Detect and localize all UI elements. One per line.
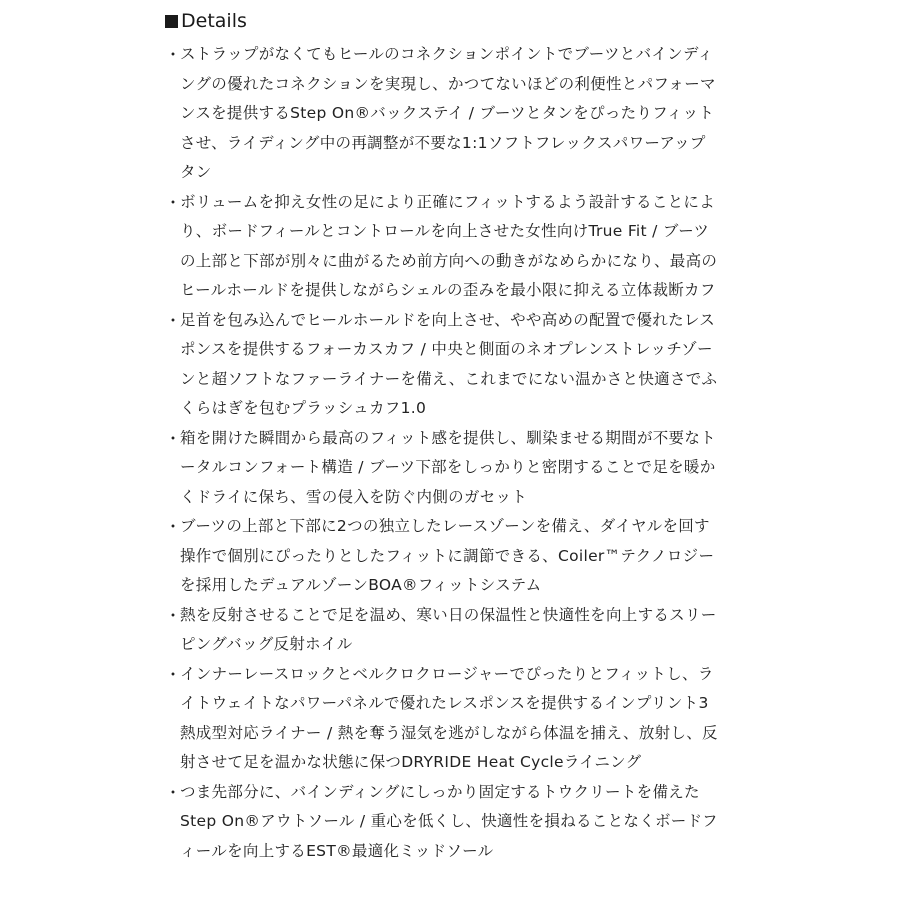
list-item: [165, 660, 755, 778]
list-item: [165, 40, 755, 188]
text-line: 熱を反射させることで足を温め、寒い日の保温性と快適性を向上するスリー: [180, 605, 717, 624]
section-heading: [165, 6, 755, 36]
bullet-marker: ・: [165, 45, 182, 64]
text-line: ィールを向上するEST®最適化ミッドソール: [180, 841, 494, 860]
text-line: ピングバッグ反射ホイル: [180, 635, 353, 653]
list-item-text: [180, 40, 755, 188]
bullet-marker: ・: [165, 428, 182, 448]
text-line: 熱成型対応ライナー / 熱を奪う湿気を逃がしながら体温を捕え、放射し、反: [180, 723, 718, 742]
bullet-marker: ・: [165, 664, 182, 684]
feature-list: [165, 40, 755, 866]
text-line: 射させて足を温かな状態に保つDRYRIDE Heat Cycleライニング: [180, 753, 642, 771]
bullet-marker: ・: [165, 310, 182, 330]
text-line: ングの優れたコネクションを実現し、かつてないほどの利便性とパフォーマ: [180, 74, 716, 93]
text-line: 足首を包み込んでヒールホールドを向上させ、やや高めの配置で優れたレス: [180, 310, 716, 329]
details-section: [165, 6, 755, 866]
list-item: [165, 306, 755, 424]
text-line: ブーツの上部と下部に2つの独立したレースゾーンを備え、ダイヤルを回す: [180, 517, 710, 535]
section-heading-text: Details: [181, 10, 247, 32]
text-line: くドライに保ち、雪の侵入を防ぐ内側のガセット: [180, 487, 528, 506]
list-item-text: [180, 601, 755, 660]
text-line: つま先部分に、バインディングにしっかり固定するトウクリートを備えた: [180, 782, 700, 801]
text-line: ポンスを提供するフォーカスカフ / 中央と側面のネオプレンストレッチゾー: [180, 340, 713, 358]
text-line: り、ボードフィールとコントロールを向上させた女性向けTrue Fit / ブーツ: [180, 222, 710, 240]
text-line: Step On®アウトソール / 重心を低くし、快適性を損ねることなくボードフ: [180, 812, 718, 830]
list-item: [165, 512, 755, 601]
bullet-marker: ・: [165, 517, 182, 536]
text-line: ータルコンフォート構造 / ブーツ下部をしっかりと密閉することで足を暖か: [180, 458, 716, 476]
text-line: ストラップがなくてもヒールのコネクションポイントでブーツとバインディ: [180, 45, 714, 63]
text-line: インナーレースロックとベルクロクロージャーでぴったりとフィットし、ラ: [180, 664, 714, 683]
bullet-marker: ・: [165, 782, 182, 802]
text-line: させ、ライディング中の再調整が不要な1:1ソフトフレックスパワーアップ: [180, 133, 706, 152]
list-item-text: [180, 188, 755, 306]
text-line: ンと超ソフトなファーライナーを備え、これまでにない温かさと快適さでふ: [180, 369, 718, 388]
text-line: ンスを提供するStep On®バックステイ / ブーツとタンをぴったりフィット: [180, 104, 715, 122]
text-line: ヒールホールドを提供しながらシェルの歪みを最小限に抑える立体裁断カフ: [180, 281, 716, 299]
list-item-text: [180, 306, 755, 424]
text-line: くらはぎを包むプラッシュカフ1.0: [180, 399, 427, 417]
list-item: [165, 188, 755, 306]
list-item-text: [180, 778, 755, 867]
list-item-text: [180, 660, 755, 778]
list-item-text: [180, 512, 755, 601]
text-line: を採用したデュアルゾーンBOA®フィットシステム: [180, 576, 542, 594]
bullet-marker: ・: [165, 192, 182, 212]
text-line: イトウェイトなパワーパネルで優れたレスポンスを提供するインプリント3: [180, 694, 709, 712]
text-line: 操作で個別にぴったりとしたフィットに調節できる、Coiler™テクノロジー: [180, 546, 715, 565]
list-item-text: [180, 424, 755, 513]
list-item: [165, 778, 755, 867]
list-item: [165, 601, 755, 660]
text-line: 箱を開けた瞬間から最高のフィット感を提供し、馴染ませる期間が不要なト: [180, 428, 716, 447]
text-line: ボリュームを抑え女性の足により正確にフィットするよう設計することによ: [180, 192, 716, 211]
text-line: タン: [180, 163, 212, 181]
list-item: [165, 424, 755, 513]
text-line: の上部と下部が別々に曲がるため前方向への動きがなめらかになり、最高の: [180, 251, 718, 270]
black-square-icon: [165, 15, 178, 28]
bullet-marker: ・: [165, 605, 182, 625]
